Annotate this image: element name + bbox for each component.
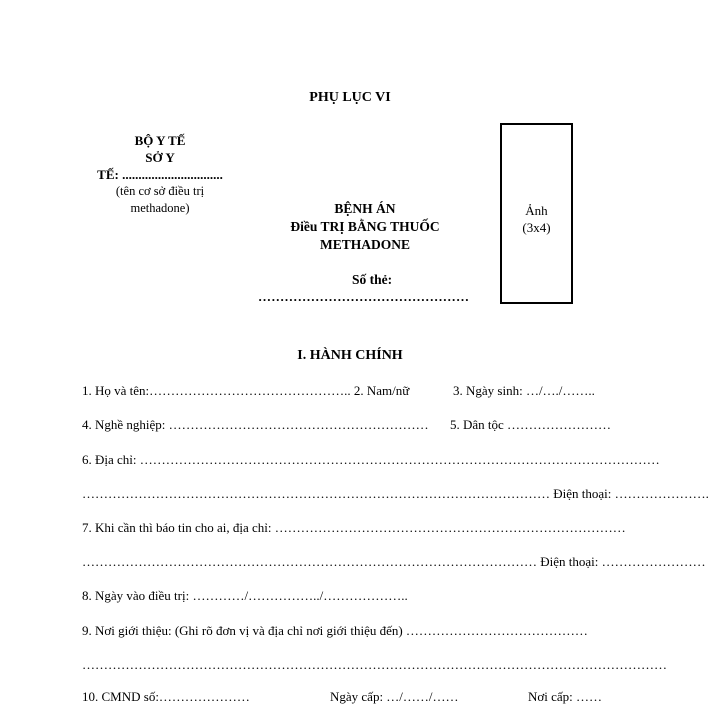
card-number-field[interactable]: ………………………………………… bbox=[258, 289, 470, 304]
emergency-contact-phone-field[interactable]: …………………………………………………………………………………………… Điện thoại: …………………… bbox=[82, 554, 706, 569]
referral-field-continued[interactable]: ……………………………………………………………………………………………………………………… bbox=[82, 657, 667, 672]
ministry-block bbox=[70, 132, 250, 217]
referral-field[interactable]: 9. Nơi giới thiệu: (Ghi rõ đơn vị và địa chỉ nơi giới thiệu đến) …………………………………… bbox=[82, 623, 588, 638]
name-gender-field[interactable]: 1. Họ và tên:……………………………………….. 2. Nam/nữ bbox=[82, 383, 410, 398]
date-of-birth-field[interactable]: 3. Ngày sinh: …/…./…….. bbox=[453, 383, 595, 398]
card-number-label: Số thẻ: bbox=[352, 272, 393, 287]
photo-label-line2: (3x4) bbox=[522, 220, 551, 235]
section-title: I. HÀNH CHÍNH bbox=[297, 348, 403, 363]
document-title-line2: Điều TRỊ BẰNG THUỐC bbox=[290, 219, 440, 234]
document-title-line1: BỆNH ÁN bbox=[334, 201, 396, 216]
department-name: SỞ Y bbox=[145, 150, 175, 165]
id-issue-date-field[interactable]: Ngày cấp: …/……/…… bbox=[330, 689, 459, 704]
photo-label bbox=[500, 202, 573, 236]
id-issue-place-field[interactable]: Nơi cấp: …… bbox=[528, 689, 603, 704]
photo-label-line1: Ảnh bbox=[525, 203, 548, 218]
department-name-continued: TẾ: ............................... bbox=[97, 167, 223, 182]
facility-note-line2: methadone) bbox=[130, 201, 190, 215]
appendix-title: PHỤ LỤC VI bbox=[309, 90, 391, 105]
facility-note-line1: (tên cơ sở điều trị bbox=[115, 184, 205, 198]
emergency-contact-field[interactable]: 7. Khi cần thì báo tin cho ai, địa chỉ: ……………………………………………………………………… bbox=[82, 520, 626, 535]
address-phone-field[interactable]: ……………………………………………………………………………………………… Điện thoại: …………………. bbox=[82, 486, 709, 501]
document-title-line3: METHADONE bbox=[319, 237, 410, 252]
address-field[interactable]: 6. Địa chỉ: ………………………………………………………………………………………………………… bbox=[82, 452, 660, 467]
occupation-field[interactable]: 4. Nghề nghiệp: …………………………………………………… bbox=[82, 417, 429, 432]
id-number-field[interactable]: 10. CMND số:………………… bbox=[82, 689, 250, 704]
treatment-start-date-field[interactable]: 8. Ngày vào điều trị: …………/……………../……………….. bbox=[82, 588, 408, 603]
ethnicity-field[interactable]: 5. Dân tộc …………………… bbox=[450, 417, 612, 432]
ministry-name: BỘ Y TẾ bbox=[134, 133, 186, 148]
document-title bbox=[250, 200, 480, 254]
